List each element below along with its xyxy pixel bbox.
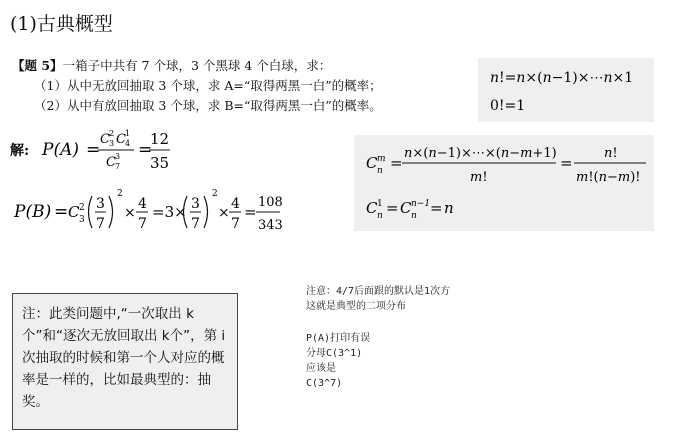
fraction-2-numerator: n! — [604, 146, 618, 161]
pa-num-c2-sup: 1 — [125, 129, 131, 138]
solution-pb-svg — [14, 184, 284, 240]
equals-sign-2: = — [560, 154, 573, 172]
problem-tag: 【题 5】 — [12, 58, 63, 73]
pa-num-c2-sub: 4 — [125, 139, 131, 148]
pa-den-sub: 7 — [115, 162, 121, 171]
factorial-formula-svg — [478, 58, 654, 122]
pb-comb-sup: 2 — [79, 203, 85, 213]
combination-one-result: n — [444, 199, 454, 217]
equals-sign-4: = — [430, 199, 443, 217]
pa-equals-1: = — [86, 140, 101, 160]
side-note-erratum-line-4: C(3^7) — [306, 378, 343, 389]
pb-frac1-num: 3 — [96, 196, 105, 212]
combination-one-sub: n — [377, 211, 383, 221]
pb-times-2: × — [218, 205, 230, 221]
pb-frac3-den: 7 — [191, 216, 200, 232]
side-note-erratum-line-1: P(A)打印有误 — [306, 333, 371, 344]
pa-num-c2: C — [116, 132, 126, 147]
factorial-formula-box — [478, 58, 654, 122]
pb-comb-sub: 3 — [79, 215, 85, 225]
pa-result-denominator: 35 — [150, 154, 170, 172]
pb-paren-right-1 — [109, 196, 113, 228]
combination-nm1-symbol: C — [400, 199, 412, 217]
fraction-1-denominator: m! — [470, 170, 488, 185]
problem-part-1: （1）从中无放回抽取 3 个球，求 A=“取得两黑一白”的概率； — [34, 78, 382, 93]
pb-equals-1: = — [54, 202, 69, 222]
combination-one-sup: 1 — [377, 199, 383, 209]
side-note-erratum — [306, 331, 370, 391]
combination-formula-box — [354, 135, 654, 231]
factorial-line-1: n!=n×(n−1)×⋯n×1 — [490, 70, 634, 86]
pb-frac4-den: 7 — [231, 216, 240, 232]
solution-label: 解: — [10, 143, 30, 159]
problem-stem-line — [12, 56, 382, 76]
pb-lhs: P(B) — [14, 202, 52, 222]
combination-sup: m — [377, 154, 386, 164]
pa-num-c1-sub: 3 — [109, 139, 115, 148]
combination-nm1-sup: n−1 — [411, 199, 431, 209]
solution-pa-svg — [10, 124, 190, 174]
note-text: 注：此类问题中,“一次取出 k个”和“逐次无放回取出 k个”，第 i次抽取的时候和第一个人对应的概率是一样的，比如最典型的：抽奖。 — [22, 306, 226, 410]
pa-num-c1: C — [100, 132, 110, 147]
pb-frac2-den: 7 — [138, 216, 147, 232]
equals-sign-1: = — [390, 154, 403, 172]
pb-frac2-num: 4 — [138, 196, 147, 212]
side-note-erratum-line-3: 应该是 — [306, 363, 336, 374]
combination-one-symbol: C — [366, 199, 378, 217]
pa-num-c1-sup: 2 — [109, 129, 115, 138]
combination-nm1-sub: n — [411, 211, 417, 221]
pb-frac4-num: 4 — [231, 196, 240, 212]
equals-sign-3: = — [386, 199, 399, 217]
pa-den-c: C — [106, 155, 116, 170]
side-note-binomial-line-1: 注意：4/7后面跟的默认是1次方 — [306, 286, 451, 297]
pb-equals-2: =3× — [152, 203, 187, 221]
combination-sub: n — [377, 166, 383, 176]
problem-part-2: （2）从中有放回抽取 3 个球，求 B=“取得两黑一白”的概率。 — [34, 98, 382, 113]
side-note-binomial-line-2: 这就是典型的二项分布 — [306, 301, 406, 312]
combination-symbol: C — [366, 154, 378, 172]
pb-frac1-den: 7 — [96, 216, 105, 232]
pb-paren-right-2 — [204, 196, 208, 228]
problem-stem: 一箱子中共有 7 个球，3 个黑球 4 个白球，求： — [62, 58, 332, 73]
pb-paren-left-1 — [89, 196, 93, 228]
pb-equals-3: = — [244, 203, 257, 221]
fraction-2-denominator: m!(n−m)! — [576, 170, 641, 185]
pb-frac3-num: 3 — [191, 196, 200, 212]
pb-comb: C — [68, 203, 80, 221]
pa-den-sup: 3 — [115, 152, 121, 161]
factorial-line-2: 0!=1 — [490, 98, 526, 114]
problem-block — [12, 56, 382, 116]
pb-times-1: × — [124, 205, 136, 221]
pb-result-denominator: 343 — [258, 218, 283, 233]
pa-result-numerator: 12 — [150, 130, 170, 148]
side-note-binomial — [306, 284, 450, 314]
pb-exp-2: 2 — [212, 189, 218, 199]
section-title: (1)古典概型 — [10, 13, 113, 35]
pa-equals-2: = — [138, 140, 153, 160]
pb-result-numerator: 108 — [258, 195, 283, 210]
fraction-1-numerator: n×(n−1)×⋯×(n−m+1) — [404, 146, 557, 161]
pa-lhs: P(A) — [42, 140, 79, 160]
side-note-erratum-line-2: 分母C(3^1) — [306, 348, 363, 359]
combination-formula-svg — [354, 135, 654, 231]
pb-exp-1: 2 — [117, 189, 123, 199]
